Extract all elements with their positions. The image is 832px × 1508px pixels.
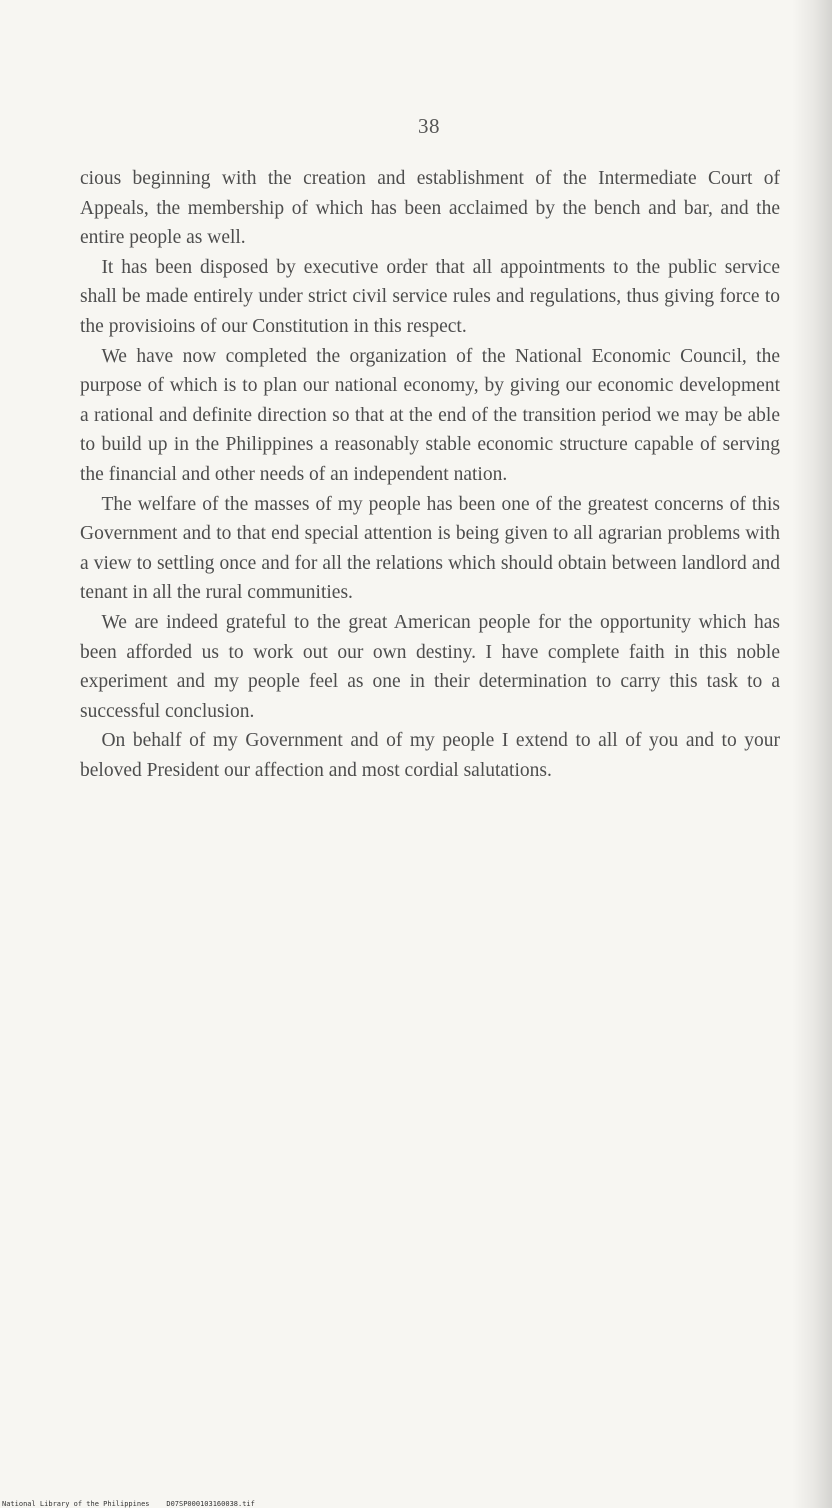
paragraph-3: We have now completed the organization of the National Economic Council, the purpose of which is to plan our national economy, by giving our economic development a rational and definite direction so that at the end of the transition period we may be able to build up in the Philippines a reasonably stable economic structure capable of serving the financial and other needs of an independent nation. — [80, 345, 780, 485]
paragraph-1: cious beginning with the creation and establishment of the Intermediate Court of Appeals, the membership of which has been acclaimed by the bench and bar, and the entire people as well. — [80, 168, 780, 249]
paragraph-2: It has been disposed by executive order that all appointments to the public service shall be made entirely under strict civil service rules and regulations, thus giving force to the provisioins of our Constitution in this respect. — [80, 256, 780, 337]
scan-footer-label: National Library of the Philippines D07SP000103160038.tif — [2, 1500, 255, 1508]
page-edge-shadow — [792, 0, 832, 1508]
paragraph-4: The welfare of the masses of my people has been one of the greatest concerns of this Government and to that end special attention is being given to all agrarian problems with a view to settling once and for all the relations which should obtain between landlord and tenant in all the rural communities. — [80, 493, 780, 604]
paragraph-5: We are indeed grateful to the great American people for the opportunity which has been afforded us to work out our own destiny. I have complete faith in this noble experiment and my people feel as one in their determination to carry this task to a successful conclusion. — [80, 611, 780, 722]
page-number: 38 — [418, 114, 440, 138]
body-text — [80, 164, 780, 785]
paragraph-6: On behalf of my Government and of my people I extend to all of you and to your beloved President our affection and most cordial salutations. — [80, 730, 780, 781]
